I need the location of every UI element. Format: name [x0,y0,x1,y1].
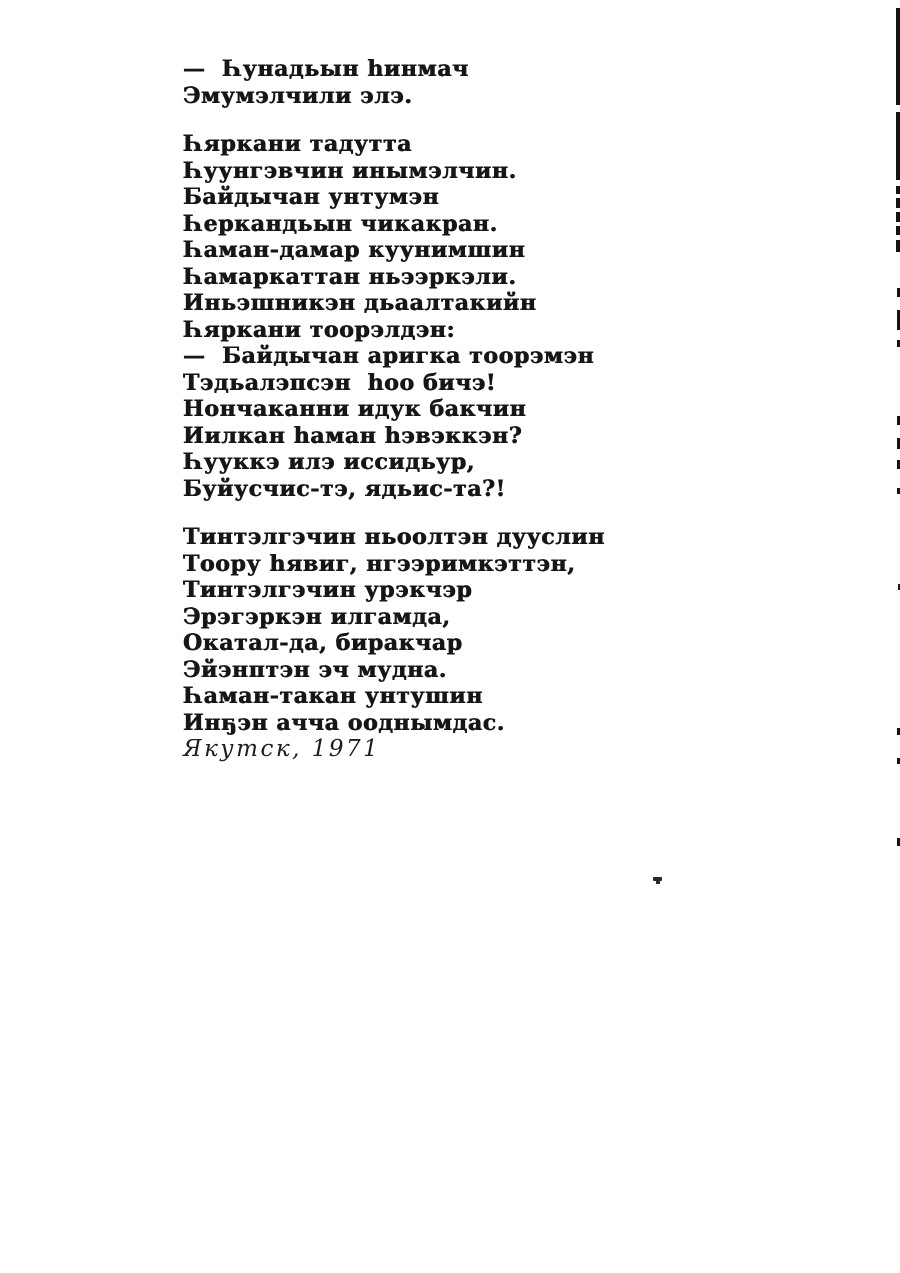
poem-line: Һууккэ илэ иссидьур, [183,449,476,475]
poem-line: Һаман-такан унтушин [183,683,484,709]
poem [183,56,823,758]
scan-edge-line-segment [896,226,900,235]
poem-line: Һуунгэвчин инымэлчин. [183,157,517,184]
scan-edge-line-segment [896,212,900,222]
poem-line: — Һунадьын һинмач [183,56,469,82]
poem-line: Буйусчис-тэ, ядьис-та?! [183,475,506,502]
scan-edge-line-segment [896,240,900,252]
scan-edge-line-segment [896,112,900,180]
poem-line: Тоору һявиг, нгээримкэттэн, [183,550,576,577]
poem-line: Инҕэн ачча ооднымдас. [183,709,506,736]
poem-signature: Якутск, 1971 [183,736,381,762]
poem-line: Һаман-дамар куунимшин [183,237,526,263]
scan-edge-line-segment [896,186,900,194]
poem-line: Тинтэлгэчин ньоолтэн дууслин [183,524,606,550]
poem-line: Иилкан һаман һэвэккэн? [183,422,523,449]
scan-edge-line-segment [896,198,900,208]
stanza-1 [183,56,823,109]
poem-line: Байдычан унтумэн [183,184,440,210]
poem-line: Тинтэлгэчин урэкчэр [183,577,473,603]
stanza-2 [183,131,823,502]
stanza-3 [183,524,823,736]
poem-line: Һяркани тадутта [183,131,413,157]
poem-line: — Байдычан аригка тоорэмэн [183,343,595,369]
poem-line: Һамаркаттан ньээркэли. [183,263,517,290]
poem-line: Эрэгэркэн илгамда, [183,603,451,630]
poem-line: Нончаканни идук бакчин [183,396,527,422]
poem-line: Эмумэлчили элэ. [183,82,413,109]
poem-line: Иньэшникэн дьаалтакийн [183,290,537,316]
scan-edge-line-segment [896,8,900,105]
poem-line: Окатал-да, биракчар [183,630,463,656]
poem-line: Эйэнптэн эч мудна. [183,656,448,683]
poem-line: Һяркани тоорэлдэн: [183,316,456,343]
poem-line: Тэдьалэпсэн һоо бичэ! [183,369,497,396]
poem-line: Һеркандьын чикакран. [183,210,498,237]
ink-speck [653,877,662,881]
